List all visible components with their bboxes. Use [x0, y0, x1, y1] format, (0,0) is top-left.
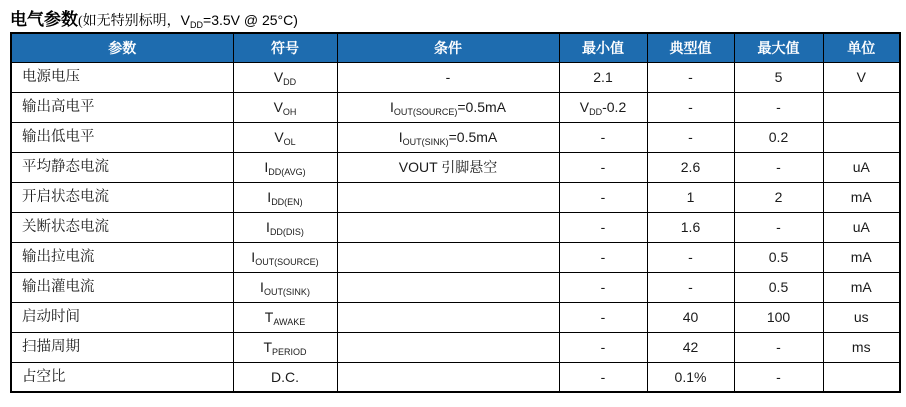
column-header-param: 参数: [11, 33, 233, 62]
condition-cell: VOUT 引脚悬空: [337, 152, 559, 182]
condition-cell: [337, 242, 559, 272]
column-header-min: 最小值: [559, 33, 647, 62]
unit-cell: uA: [823, 212, 900, 242]
max-cell: -: [734, 212, 823, 242]
typ-cell: 0.1%: [647, 362, 734, 392]
condition-cell: [337, 182, 559, 212]
symbol-cell: D.C.: [233, 362, 337, 392]
typ-cell: 1.6: [647, 212, 734, 242]
electrical-parameters-table: [10, 32, 901, 393]
table-row: [11, 272, 900, 302]
condition-cell: [337, 302, 559, 332]
max-cell: 0.2: [734, 122, 823, 152]
typ-cell: -: [647, 62, 734, 92]
condition-cell: [337, 362, 559, 392]
condition-cell: -: [337, 62, 559, 92]
min-cell: -: [559, 332, 647, 362]
typ-cell: 2.6: [647, 152, 734, 182]
symbol-cell: $I_{DD(DIS)}$: [233, 212, 337, 242]
table-row: [11, 122, 900, 152]
table-row: [11, 212, 900, 242]
max-cell: 5: [734, 62, 823, 92]
symbol-cell: $V_{OL}$: [233, 122, 337, 152]
param-cell: 平均静态电流: [11, 152, 233, 182]
section-title-heading: 电气参数: [10, 10, 78, 29]
table-row: [11, 182, 900, 212]
param-cell: 输出拉电流: [11, 242, 233, 272]
min-cell: -: [559, 272, 647, 302]
unit-cell: ms: [823, 332, 900, 362]
unit-cell: mA: [823, 272, 900, 302]
section-title-note-symbol: V: [180, 12, 191, 28]
param-cell: 启动时间: [11, 302, 233, 332]
unit-cell: V: [823, 62, 900, 92]
max-cell: -: [734, 362, 823, 392]
column-header-condition: 条件: [337, 33, 559, 62]
section-title-note-subscript: DD: [190, 20, 204, 30]
min-cell: -: [559, 152, 647, 182]
column-header-symbol: 符号: [233, 33, 337, 62]
param-cell: 电源电压: [11, 62, 233, 92]
typ-cell: 42: [647, 332, 734, 362]
typ-cell: 1: [647, 182, 734, 212]
symbol-cell: $I_{DD(AVG)}$: [233, 152, 337, 182]
column-header-max: 最大值: [734, 33, 823, 62]
max-cell: -: [734, 92, 823, 122]
table-row: [11, 152, 900, 182]
column-header-unit: 单位: [823, 33, 900, 62]
table-row: [11, 362, 900, 392]
column-header-typ: 典型值: [647, 33, 734, 62]
min-cell: -: [559, 242, 647, 272]
typ-cell: 40: [647, 302, 734, 332]
param-cell: 关断状态电流: [11, 212, 233, 242]
min-cell: 2.1: [559, 62, 647, 92]
param-cell: 输出低电平: [11, 122, 233, 152]
max-cell: 100: [734, 302, 823, 332]
unit-cell: us: [823, 302, 900, 332]
symbol-cell: $V_{DD}$: [233, 62, 337, 92]
unit-cell: mA: [823, 182, 900, 212]
table-row: [11, 302, 900, 332]
symbol-cell: $I_{DD(EN)}$: [233, 182, 337, 212]
unit-cell: mA: [823, 242, 900, 272]
condition-cell: [337, 212, 559, 242]
max-cell: 2: [734, 182, 823, 212]
min-cell: -: [559, 362, 647, 392]
min-cell: -: [559, 212, 647, 242]
section-title: [10, 5, 298, 30]
unit-cell: uA: [823, 152, 900, 182]
unit-cell: [823, 122, 900, 152]
param-cell: 扫描周期: [11, 332, 233, 362]
header-row: [11, 33, 900, 62]
typ-cell: -: [647, 122, 734, 152]
section-title-note-rest: =3.5V @ 25°C): [203, 12, 298, 28]
typ-cell: -: [647, 92, 734, 122]
symbol-cell: $V_{OH}$: [233, 92, 337, 122]
section-title-note-cn: (如无特别标明，: [78, 14, 181, 29]
max-cell: -: [734, 152, 823, 182]
symbol-cell: $I_{OUT(SOURCE)}$: [233, 242, 337, 272]
condition-cell: $I_{OUT(SINK)}=0.5mA$: [337, 122, 559, 152]
symbol-cell: $I_{OUT(SINK)}$: [233, 272, 337, 302]
table-body: [11, 62, 900, 392]
typ-cell: -: [647, 272, 734, 302]
symbol-cell: $T_{AWAKE}$: [233, 302, 337, 332]
param-cell: 输出灌电流: [11, 272, 233, 302]
unit-cell: [823, 362, 900, 392]
min-cell: -: [559, 182, 647, 212]
max-cell: 0.5: [734, 272, 823, 302]
param-cell: 开启状态电流: [11, 182, 233, 212]
param-cell: 输出高电平: [11, 92, 233, 122]
table-row: [11, 242, 900, 272]
condition-cell: [337, 332, 559, 362]
table-row: [11, 92, 900, 122]
param-cell: 占空比: [11, 362, 233, 392]
max-cell: -: [734, 332, 823, 362]
unit-cell: [823, 92, 900, 122]
min-cell: $V_{DD}-0.2$: [559, 92, 647, 122]
table-row: [11, 62, 900, 92]
symbol-cell: $T_{PERIOD}$: [233, 332, 337, 362]
typ-cell: -: [647, 242, 734, 272]
condition-cell: [337, 272, 559, 302]
table-row: [11, 332, 900, 362]
condition-cell: $I_{OUT(SOURCE)}=0.5mA$: [337, 92, 559, 122]
min-cell: -: [559, 122, 647, 152]
min-cell: -: [559, 302, 647, 332]
max-cell: 0.5: [734, 242, 823, 272]
table-head: [11, 33, 900, 62]
